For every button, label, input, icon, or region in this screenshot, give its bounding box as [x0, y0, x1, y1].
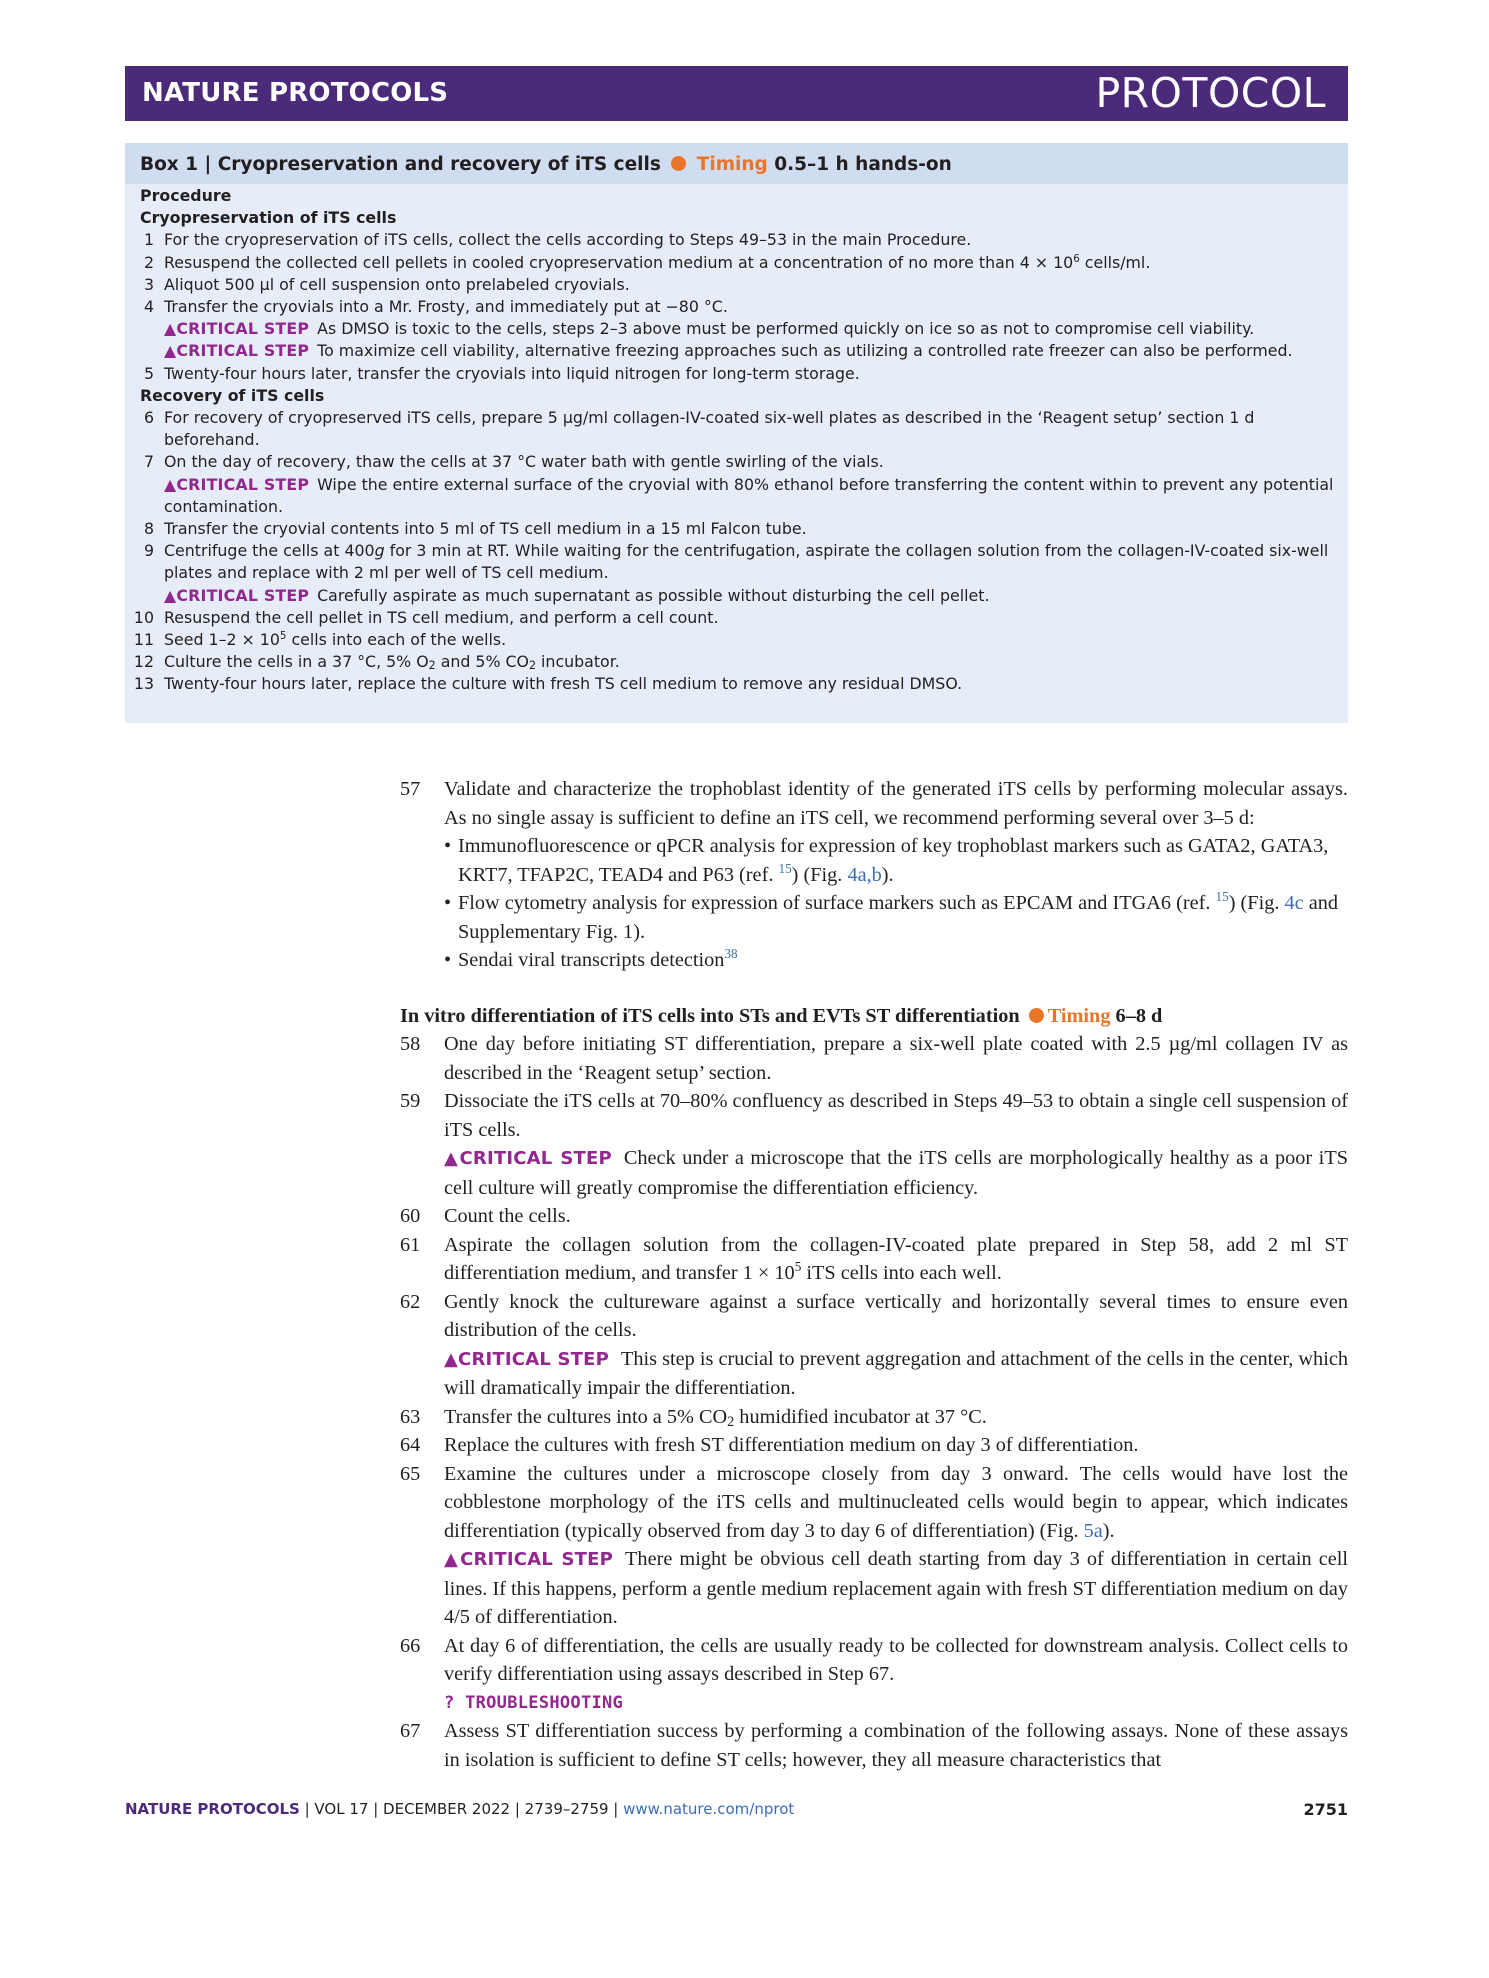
- troubleshooting-label: ? TROUBLESHOOTING: [444, 1692, 624, 1713]
- box-step-6: 6 For recovery of cryopreserved iTS cells, prepare 5 µg/ml collagen-IV-coated six-well plates as described in the ‘Reagent setup’ section 1 d beforehand.: [143, 408, 1255, 450]
- footer-url-link[interactable]: www.nature.com/nprot: [623, 1800, 795, 1818]
- list-item: • Immunofluorescence or qPCR analysis for expression of key trophoblast markers such as GATA2, GATA3, KRT7, TFAP2C, TEAD4 and P63 (ref. $^{15}$) (Fig. 4a,b).: [444, 835, 1329, 886]
- reference-link[interactable]: 38: [724, 946, 738, 962]
- journal-header-bar: [125, 66, 1348, 121]
- critical-step-label: ▲CRITICAL STEP: [444, 1348, 610, 1370]
- page-number: 2751: [1303, 1800, 1348, 1819]
- critical-step-label: ▲CRITICAL STEP: [164, 319, 310, 339]
- box-timing-label: Timing: [696, 154, 768, 175]
- box-critical-step: ▲CRITICAL STEP Carefully aspirate as much supernatant as possible without disturbing the cell pellet.: [164, 585, 990, 605]
- footer-citation: | VOL 17 | DECEMBER 2022 | 2739–2759 |: [299, 1800, 624, 1818]
- critical-step: ▲CRITICAL STEP There might be obvious cell death starting from day 3 of differentiation in certain cell lines. If this happens, perform a gentle medium replacement again with fresh ST differentiation medium on day 4/5 of differentiation.: [444, 1548, 1348, 1628]
- timing-dot-icon: [1029, 1008, 1044, 1023]
- box-critical-step: ▲CRITICAL STEP Wipe the entire external surface of the cryovial with 80% ethanol before transferring the content within to prevent any potential contamination.: [164, 474, 1334, 516]
- list-item: • Sendai viral transcripts detection$^{38}$: [444, 946, 738, 971]
- article-type: PROTOCOL: [1095, 69, 1326, 117]
- step-62: 62 Gently knock the cultureware against a surface vertically and horizontally several times to ensure even distribution of the cells. ▲CRITICAL STEP This step is crucial to prevent aggregation and attachment of the cells in the center, which will dramatically impair the differentiation.: [400, 1288, 1348, 1403]
- step-59: 59 Dissociate the iTS cells at 70–80% confluency as described in Steps 49–53 to obtain a single cell suspension of iTS cells. ▲CRITICAL STEP Check under a microscope that the iTS cells are morphologically healthy as a poor iTS cell culture will greatly compromise the differentiation efficiency.: [400, 1087, 1348, 1202]
- box-step-5: 5 Twenty-four hours later, transfer the cryovials into liquid nitrogen for long-term storage.: [143, 363, 860, 383]
- figure-link[interactable]: 4a,b: [847, 863, 882, 886]
- figure-link[interactable]: 5a: [1083, 1519, 1103, 1542]
- box-step-3: 3 Aliquot 500 µl of cell suspension onto prelabeled cryovials.: [143, 274, 630, 294]
- box-title-text: Box 1 | Cryopreservation and recovery of iTS cells: [140, 154, 661, 175]
- box-step-13: 13 Twenty-four hours later, replace the culture with fresh TS cell medium to remove any residual DMSO.: [133, 674, 963, 694]
- step-63: 63 Transfer the cultures into a 5% $CO_2$ humidified incubator at 37 °C.: [400, 1405, 987, 1430]
- page-footer: [125, 1800, 1348, 1818]
- cryo-heading: Cryopreservation of iTS cells: [140, 208, 397, 228]
- critical-step-label: ▲CRITICAL STEP: [164, 474, 310, 494]
- box-step-8: 8 Transfer the cryovial contents into 5 ml of TS cell medium in a 15 ml Falcon tube.: [143, 519, 807, 539]
- main-text: [400, 775, 1348, 1774]
- box-step-4: 4 Transfer the cryovials into a Mr. Frosty, and immediately put at −80 °C.: [143, 297, 728, 317]
- footer-journal: NATURE PROTOCOLS: [125, 1800, 300, 1818]
- box-step-2: 2 Resuspend the collected cell pellets in cooled cryopreservation medium at a concentration of no more than $4 \times 10^6$ cells/ml.: [143, 252, 1151, 272]
- box-step-10: 10 Resuspend the cell pellet in TS cell medium, and perform a cell count.: [133, 607, 719, 627]
- reference-link[interactable]: 15: [1215, 889, 1229, 905]
- box-title: [140, 154, 952, 175]
- section-heading: In vitro differentiation of iTS cells into STs and EVTs ST differentiation Timing 6–8 d: [400, 1004, 1163, 1027]
- step-65: 65 Examine the cultures under a microscope closely from day 3 onward. The cells would have lost the cobblestone morphology of the iTS cells and multinucleated cells would begin to appear, which indicates differentiation (typically observed from day 3 to day 6 of differentiation) (Fig. 5a). ▲CRITICAL STEP There might be obvious cell death starting from day 3 of differentiation in certain cell lines. If this happens, perform a gentle medium replacement again with fresh ST differentiation medium on day 4/5 of differentiation.: [400, 1460, 1348, 1632]
- critical-step-label: ▲CRITICAL STEP: [164, 585, 310, 605]
- box-step-12: 12 Culture the cells in a 37 °C, 5% $O_2$ and 5% $CO_2$ incubator.: [133, 652, 620, 673]
- box-title-bar: [125, 143, 1348, 184]
- reference-link[interactable]: 15: [778, 860, 792, 876]
- step-61: 61 Aspirate the collagen solution from the collagen-IV-coated plate prepared in Step 58, add 2 ml ST differentiation medium, and transfer $1 \times 10^5$ iTS cells into each well.: [400, 1233, 1348, 1284]
- critical-step: ▲CRITICAL STEP This step is crucial to prevent aggregation and attachment of the cells in the center, which will dramatically impair the differentiation.: [444, 1347, 1348, 1399]
- journal-name: NATURE PROTOCOLS: [142, 78, 449, 108]
- step-66: 66 At day 6 of differentiation, the cells are usually ready to be collected for downstream analysis. Collect cells to verify differentiation using assays described in Step 67. ? TROUBLESHOOTING: [400, 1632, 1348, 1718]
- procedure-heading: Procedure: [140, 186, 232, 205]
- critical-step: ▲CRITICAL STEP Check under a microscope that the iTS cells are morphologically healthy as a poor iTS cell culture will greatly compromise the differentiation efficiency.: [444, 1147, 1348, 1199]
- box-step-7: 7 On the day of recovery, thaw the cells at 37 °C water bath with gentle swirling of the vials.: [143, 452, 884, 472]
- box-step-1: 1 For the cryopreservation of iTS cells, collect the cells according to Steps 49–53 in the main Procedure.: [143, 230, 972, 250]
- step-67: 67 Assess ST differentiation success by performing a combination of the following assays. None of these assays in isolation is sufficient to define ST cells; however, they all measure characteristics that: [400, 1720, 1348, 1771]
- step-57: 57 Validate and characterize the trophoblast identity of the generated iTS cells by performing molecular assays. As no single assay is sufficient to define an iTS cell, we recommend performing several over 3–5 d: • Immunofluorescence or qPCR analysis for expression of key trophoblast markers such as GATA2, GATA3, KRT7, TFAP2C, TEAD4 and P63 (ref. $^{15}$) (Fig. 4a,b). • Flow cytometry analysis for expression of surface markers such as EPCAM and ITGA6 (ref. $^{15}$) (Fig. 4c and Supplementary Fig. 1). • Sendai viral transcripts detection$^{38}$: [400, 775, 1348, 975]
- step-60: 60 Count the cells.: [400, 1205, 571, 1227]
- critical-step-label: ▲CRITICAL STEP: [164, 341, 310, 361]
- critical-step-label: ▲CRITICAL STEP: [444, 1148, 612, 1169]
- recovery-heading: Recovery of iTS cells: [140, 385, 325, 405]
- timing-dot-icon: [671, 156, 686, 171]
- list-item: • Flow cytometry analysis for expression of surface markers such as EPCAM and ITGA6 (ref. $^{15}$) (Fig. 4c and Supplementary Fig. 1).: [444, 889, 1339, 943]
- box-timing-value: 0.5–1 h hands-on: [774, 154, 952, 175]
- critical-step-label: ▲CRITICAL STEP: [444, 1549, 614, 1570]
- box-body: [133, 185, 1340, 696]
- box-1-cryopreservation: [125, 143, 1348, 723]
- box-critical-step: ▲CRITICAL STEP As DMSO is toxic to the cells, steps 2–3 above must be performed quickly on ice so as not to compromise cell viability.: [164, 319, 1255, 339]
- box-critical-step: ▲CRITICAL STEP To maximize cell viability, alternative freezing approaches such as utilizing a controlled rate freezer can also be performed.: [164, 341, 1293, 361]
- step-64: 64 Replace the cultures with fresh ST differentiation medium on day 3 of differentiation.: [400, 1434, 1139, 1456]
- step-58: 58 One day before initiating ST differentiation, prepare a six-well plate coated with 2.5 µg/ml collagen IV as described in the ‘Reagent setup’ section.: [400, 1033, 1348, 1084]
- box-step-11: 11 Seed $1-2 \times 10^5$ cells into each of the wells.: [133, 629, 507, 650]
- figure-link[interactable]: 4c: [1284, 892, 1304, 914]
- box-step-9: 9 Centrifuge the cells at 400g for 3 min at RT. While waiting for the centrifugation, aspirate the collagen solution from the collagen-IV-coated six-well plates and replace with 2 ml per well of TS cell medium.: [143, 541, 1329, 583]
